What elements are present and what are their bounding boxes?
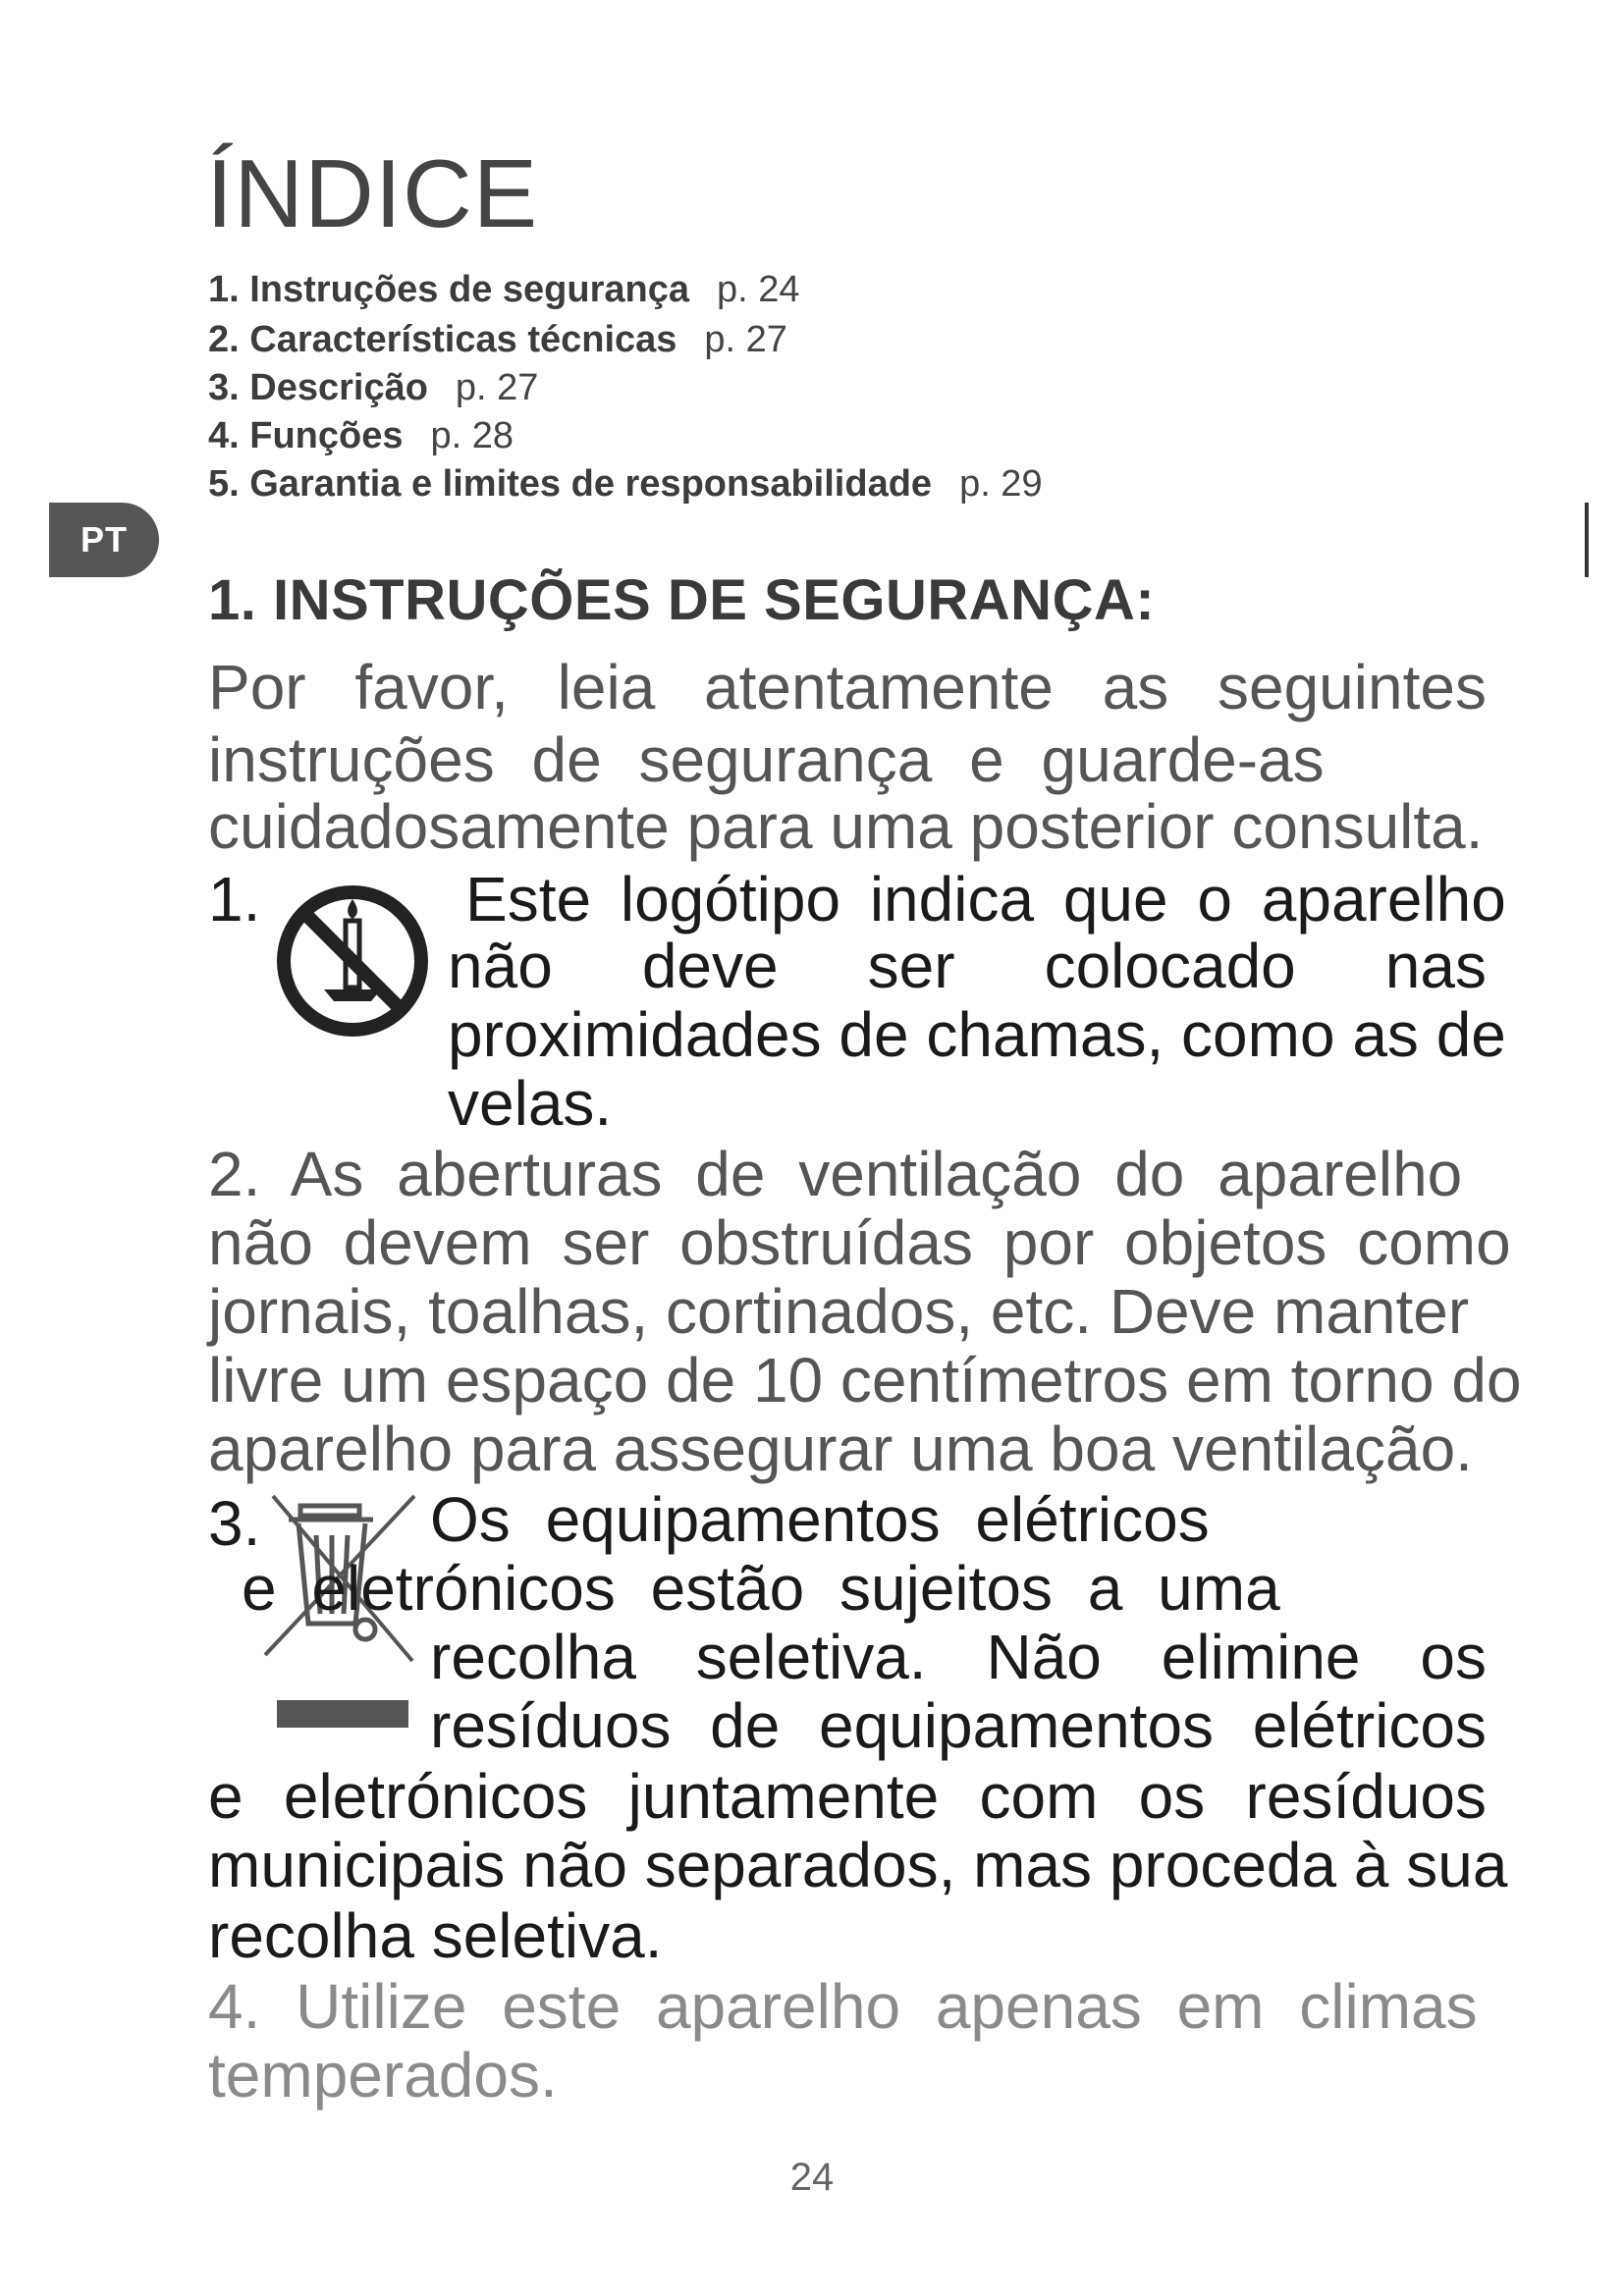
word: seguintes (1217, 652, 1487, 722)
item3-line-2: e eletrónicos estão sujeitos a uma (242, 1553, 1280, 1624)
item4-line-2: temperados. (208, 2040, 558, 2110)
toc-item: 4. Funções p. 28 (208, 415, 514, 456)
toc-item: 2. Características técnicas p. 27 (208, 319, 787, 360)
toc-item: 3. Descrição p. 27 (208, 367, 539, 408)
item1-number: 1. (208, 864, 261, 934)
word: as (1102, 652, 1169, 722)
intro-line-3: cuidadosamente para uma posterior consulta. (208, 791, 1484, 862)
word: os (1138, 1761, 1206, 1832)
no-candle-icon (273, 881, 432, 1041)
word: eletrónicos (283, 1761, 588, 1832)
page-number: 24 (789, 2156, 835, 2199)
word: elimine (1161, 1622, 1361, 1692)
word: e (208, 1761, 244, 1832)
item1-line-3: proximidades de chamas, como as de (448, 999, 1506, 1070)
item3-line-5 (208, 1761, 1487, 1832)
word: atentamente (704, 652, 1054, 722)
language-tab: PT (49, 503, 159, 577)
item3-line-1: Os equipamentos elétricos (430, 1484, 1210, 1555)
item2-line-2: não devem ser obstruídas por objetos como (208, 1207, 1511, 1278)
word: Por (208, 652, 306, 722)
word: resíduos (1245, 1761, 1487, 1832)
section-heading: 1. INSTRUÇÕES DE SEGURANÇA: (208, 568, 1156, 632)
word: equipamentos (818, 1690, 1215, 1761)
word: elétricos (1252, 1690, 1487, 1761)
item3-line-4 (430, 1690, 1487, 1761)
word: não (448, 931, 553, 1001)
word: de (710, 1690, 781, 1761)
word: nas (1384, 931, 1487, 1001)
item3-number: 3. (208, 1488, 261, 1559)
word: leia (557, 652, 656, 722)
word: Não (986, 1622, 1102, 1692)
word: seletiva. (695, 1622, 927, 1692)
word: juntamente (627, 1761, 940, 1832)
toc-item: 5. Garantia e limites de responsabilidade p. 29 (208, 463, 1043, 505)
word: deve (641, 931, 779, 1001)
intro-line-2: instruções de segurança e guarde-as (208, 724, 1325, 795)
item2-line-5: aparelho para assegurar uma boa ventilação. (208, 1414, 1473, 1484)
page-title: ÍNDICE (206, 139, 539, 247)
word: recolha (430, 1622, 636, 1692)
item3-line-6: municipais não separados, mas proceda à sua (208, 1830, 1508, 1900)
intro-line-1 (208, 652, 1487, 722)
item4-line-1: 4. Utilize este aparelho apenas em climas (208, 1971, 1478, 2042)
word: resíduos (430, 1690, 672, 1761)
item1-line-1: Este logótipo indica que o aparelho (465, 864, 1506, 934)
side-marker (1585, 503, 1589, 577)
word: favor, (354, 652, 509, 722)
item2-line-3: jornais, toalhas, cortinados, etc. Deve manter (208, 1276, 1470, 1347)
word: os (1420, 1622, 1487, 1692)
item2-line-1: 2. As aberturas de ventilação do aparelho (208, 1139, 1463, 1209)
item3-line-3 (430, 1622, 1487, 1692)
item3-line-7: recolha seletiva. (208, 1900, 663, 1971)
item1-line-2 (448, 931, 1487, 1001)
word: colocado (1044, 931, 1296, 1001)
word: ser (867, 931, 955, 1001)
item2-line-4: livre um espaço de 10 centímetros em torno do (208, 1345, 1522, 1415)
item1-line-4: velas. (448, 1068, 613, 1139)
word: com (979, 1761, 1099, 1832)
toc-item: 1. Instruções de segurança p. 24 (208, 269, 800, 310)
